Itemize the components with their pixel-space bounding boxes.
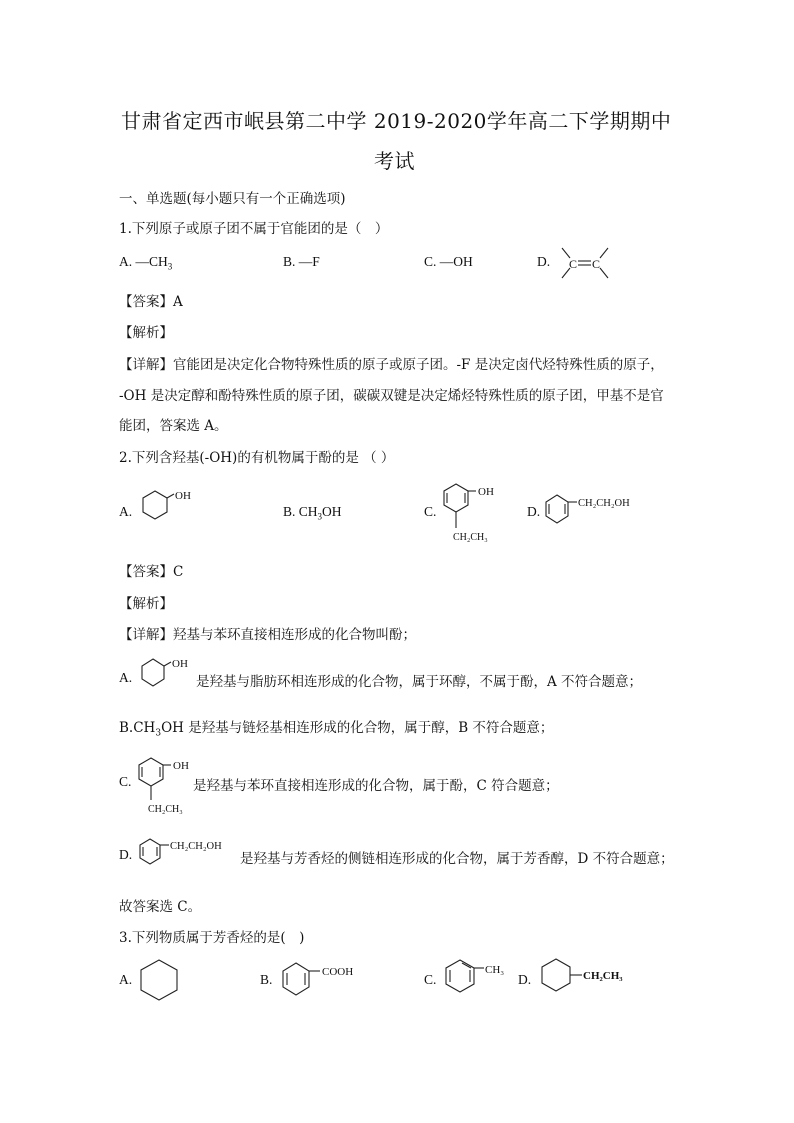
q2-explain-a-label: A. [119, 670, 133, 685]
q3-d-ethyl: CH₂CH₃ [583, 970, 623, 982]
q2-d-chain: CH₂CH₂OH [578, 498, 630, 509]
ethylphenol-structure [443, 478, 523, 544]
toluene-structure [444, 954, 524, 1004]
q2-a-oh: OH [175, 490, 191, 502]
q2-explain-b-text: OH 是羟基与链烃基相连形成的化合物，属于醇，B 不符合题意； [161, 720, 554, 736]
q2-conclusion: 故答案选 C。 [119, 899, 202, 915]
q1-detail-1: 【详解】官能团是决定化合物特殊性质的原子或原子团。-F 是决定卤代烃特殊性质的原子， [119, 357, 664, 373]
q2-explain-a-oh: OH [172, 658, 188, 670]
q2-c-ethyl: CH₂CH₃ [453, 532, 488, 543]
q1-detail-2: -OH 是决定醇和酚特殊性质的原子团，碳碳双键是决定烯烃特殊性质的原子团，甲基不是官 [119, 388, 664, 404]
section-heading: 一、单选题(每小题只有一个正确选项) [119, 191, 346, 207]
q2-stem: 2.下列含羟基(-OH)的有机物属于酚的是 （ ） [119, 450, 395, 466]
ethylcyclohexane-structure [540, 956, 650, 998]
q2-explain-d-chain: CH₂CH₂OH [170, 841, 222, 852]
q2-explain-b [119, 716, 553, 739]
q2-explain-c-label: C. [119, 774, 132, 789]
phenylethanol-structure [546, 492, 666, 532]
q2-option-b-tail: OH [322, 504, 342, 519]
page-title-cont: 考试 [374, 149, 415, 173]
q2-explain-d-text: 是羟基与芳香烃的侧链相连形成的化合物，属于芳香醇，D 不符合题意； [240, 851, 674, 867]
q3-b-cooh: COOH [322, 966, 354, 978]
q2-explain-b-pre: B.CH [119, 720, 156, 736]
q2-option-b-sub: 3 [317, 511, 323, 522]
q2-c-oh: OH [478, 486, 494, 498]
q3-option-c-label: C. [424, 972, 437, 987]
q2-answer: 【答案】C [119, 564, 184, 580]
q1-detail-3: 能团，答案选 A。 [119, 418, 228, 434]
q2-option-b [283, 504, 342, 522]
q2-analysis: 【解析】 [119, 596, 173, 612]
q2-explain-c-ethyl: CH₂CH₃ [148, 804, 183, 815]
benzoic-acid-structure [282, 960, 382, 1000]
q3-stem: 3.下列物质属于芳香烃的是( ) [119, 930, 305, 946]
q2-explain-c-text: 是羟基与苯环直接相连形成的化合物，属于酚，C 符合题意； [193, 778, 559, 794]
q2-explain-b-sub: 3 [155, 728, 162, 739]
q1-option-b: B. —F [283, 254, 320, 269]
q2-explain-a-text: 是羟基与脂肪环相连形成的化合物，属于环醇，不属于酚，A 不符合题意； [196, 674, 643, 690]
q3-option-d-label: D. [518, 972, 532, 987]
q3-c-methyl: CH₃ [485, 964, 505, 976]
q1-stem: 1.下列原子或原子团不属于官能团的是（ ） [119, 221, 389, 237]
q2-detail: 【详解】羟基与苯环直接相连形成的化合物叫酚； [119, 627, 416, 643]
q2-explain-d-label: D. [119, 847, 133, 862]
page-title: 甘肃省定西市岷县第二中学 2019-2020学年高二下学期期中 [121, 109, 672, 133]
q2-option-d-label: D. [527, 504, 541, 519]
q2-explain-c-oh: OH [173, 760, 189, 772]
phenylethanol-structure-2 [140, 836, 240, 872]
q1-option-a-label: A. —CH [119, 254, 168, 269]
q1-option-a [119, 254, 172, 272]
alkene-structure [556, 244, 616, 282]
q1-d-carbon-2: C [592, 257, 601, 271]
q1-option-a-sub: 3 [167, 261, 173, 272]
q1-answer: 【答案】A [119, 294, 183, 310]
q2-option-b-label: B. CH [283, 504, 318, 519]
q1-analysis: 【解析】 [119, 325, 173, 341]
q2-option-a-label: A. [119, 504, 133, 519]
q3-option-a-label: A. [119, 972, 133, 987]
cyclohexane-structure [139, 958, 183, 1004]
q3-option-b-label: B. [260, 972, 273, 987]
q1-d-carbon-1: C [569, 257, 578, 271]
q2-option-c-label: C. [424, 504, 437, 519]
q1-option-d-label: D. [537, 254, 551, 269]
q1-option-c: C. —OH [424, 254, 473, 269]
cyclohexanol-structure [138, 488, 198, 532]
cyclohexanol-structure-2 [138, 656, 198, 696]
